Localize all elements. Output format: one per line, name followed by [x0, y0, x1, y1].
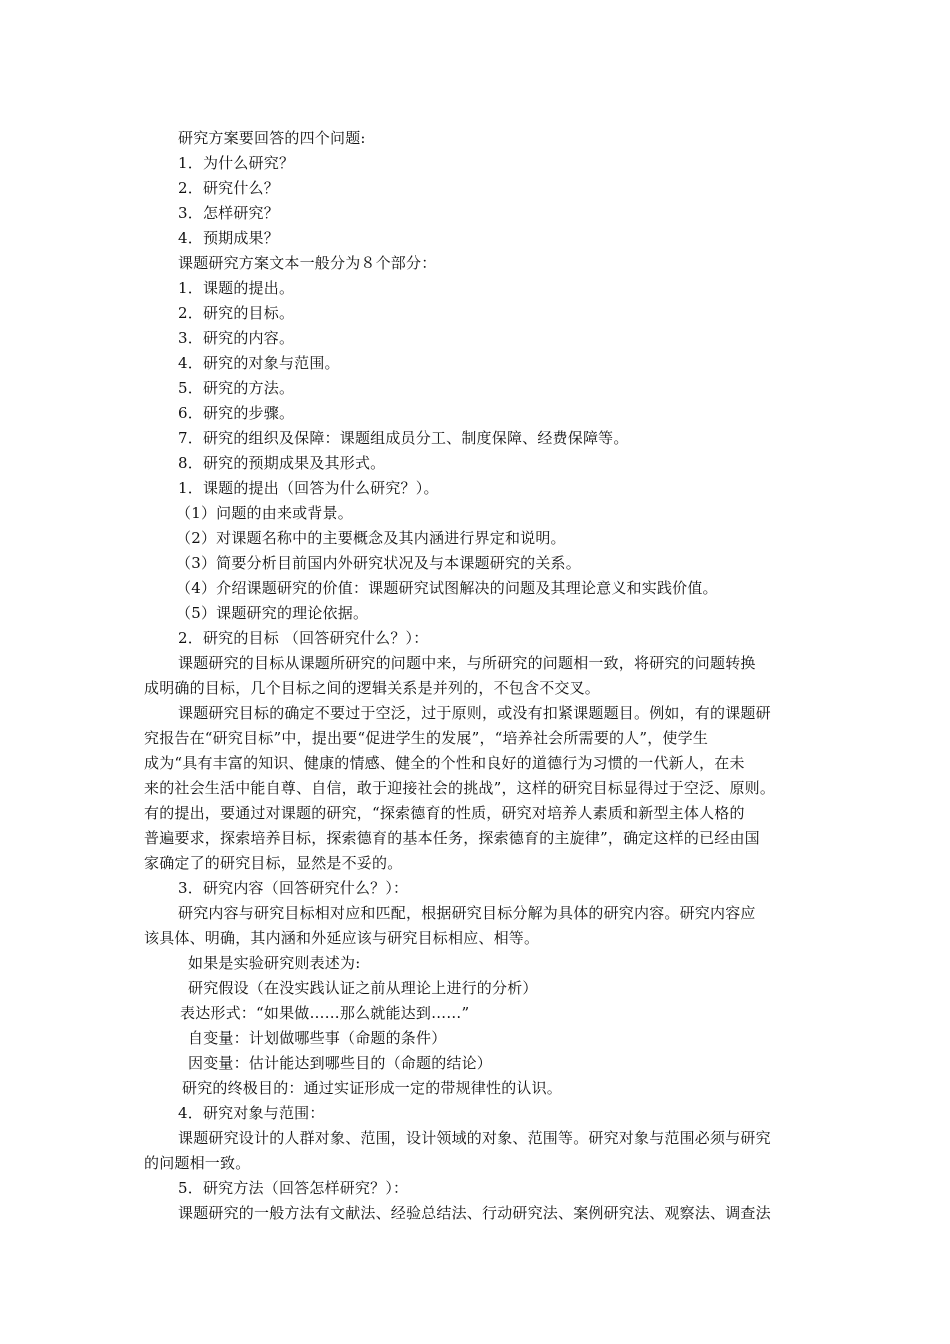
paragraph-line: 究报告在“研究目标”中，提出要“促进学生的发展”，“培养社会所需要的人”，使学生 [144, 729, 709, 747]
question-3: 3．怎样研究？ [178, 204, 279, 222]
paragraph-line: 家确定了的研究目标，显然是不妥的。 [144, 854, 403, 872]
question-1: 1．为什么研究？ [178, 154, 295, 172]
paragraph-line: 课题研究的一般方法有文献法、经验总结法、行动研究法、案例研究法、观察法、调查法 [178, 1204, 771, 1222]
section-1-point-5: （5）课题研究的理论依据。 [176, 604, 369, 622]
hypothesis-line: 研究假设（在没实践认证之前从理论上进行的分析） [188, 979, 538, 997]
question-2: 2．研究什么？ [178, 179, 279, 197]
paragraph-line: 成明确的目标，几个目标之间的逻辑关系是并列的，不包含不交叉。 [144, 679, 601, 697]
section-2-heading: 2．研究的目标 （回答研究什么？）： [178, 629, 429, 647]
section-4-heading: 4．研究对象与范围： [178, 1104, 325, 1122]
paragraph-line: 的问题相一致。 [144, 1154, 251, 1172]
paragraph-line: 研究内容与研究目标相对应和匹配，根据研究目标分解为具体的研究内容。研究内容应 [178, 904, 756, 922]
dependent-variable-line: 因变量：估计能达到哪些目的（命题的结论） [188, 1054, 493, 1072]
section-1-point-2: （2）对课题名称中的主要概念及其内涵进行界定和说明。 [176, 529, 566, 547]
paragraph-line: 该具体、明确，其内涵和外延应该与研究目标相应、相等。 [144, 929, 540, 947]
part-item-7: 7．研究的组织及保障：课题组成员分工、制度保障、经费保障等。 [178, 429, 629, 447]
experiment-intro: 如果是实验研究则表述为: [188, 954, 361, 972]
expression-form-line: 表达形式：“如果做……那么就能达到……” [180, 1004, 470, 1022]
paragraph-line: 课题研究目标的确定不要过于空泛，过于原则，或没有扣紧课题题目。例如，有的课题研 [178, 704, 771, 722]
section-1-point-3: （3）简要分析目前国内外研究状况及与本课题研究的关系。 [176, 554, 581, 572]
section-3-heading: 3．研究内容（回答研究什么？）： [178, 879, 409, 897]
section-5-heading: 5．研究方法（回答怎样研究？）： [178, 1179, 409, 1197]
part-item-3: 3．研究的内容。 [178, 329, 295, 347]
part-item-6: 6．研究的步骤。 [178, 404, 295, 422]
section-1-heading: 1．课题的提出（回答为什么研究？）。 [178, 479, 439, 497]
part-item-2: 2．研究的目标。 [178, 304, 295, 322]
part-item-8: 8．研究的预期成果及其形式。 [178, 454, 386, 472]
paragraph-line: 成为“具有丰富的知识、健康的情感、健全的个性和良好的道德行为习惯的一代新人，在未 [144, 754, 745, 772]
section-1-point-4: （4）介绍课题研究的价值：课题研究试图解决的问题及其理论意义和实践价值。 [176, 579, 718, 597]
paragraph-line: 课题研究设计的人群对象、范围，设计领域的对象、范围等。研究对象与范围必须与研究 [178, 1129, 771, 1147]
paragraph-line: 有的提出，要通过对课题的研究，“探索德育的性质，研究对培养人素质和新型主体人格的 [144, 804, 745, 822]
paragraph-line: 普遍要求，探索培养目标，探索德育的基本任务，探索德育的主旋律”，确定这样的已经由国 [144, 829, 760, 847]
intro-heading: 研究方案要回答的四个问题: [178, 129, 366, 147]
independent-variable-line: 自变量：计划做哪些事（命题的条件） [188, 1029, 447, 1047]
part-item-4: 4．研究的对象与范围。 [178, 354, 340, 372]
paragraph-line: 来的社会生活中能自尊、自信，敢于迎接社会的挑战”，这样的研究目标显得过于空泛、原则。 [144, 779, 776, 797]
parts-heading: 课题研究方案文本一般分为８个部分： [178, 254, 437, 272]
part-item-1: 1．课题的提出。 [178, 279, 295, 297]
question-4: 4．预期成果？ [178, 229, 279, 247]
paragraph-line: 课题研究的目标从课题所研究的问题中来，与所研究的问题相一致，将研究的问题转换 [178, 654, 756, 672]
part-item-5: 5．研究的方法。 [178, 379, 295, 397]
section-1-point-1: （1）问题的由来或背景。 [176, 504, 353, 522]
ultimate-goal-line: 研究的终极目的：通过实证形成一定的带规律性的认识。 [182, 1079, 563, 1097]
